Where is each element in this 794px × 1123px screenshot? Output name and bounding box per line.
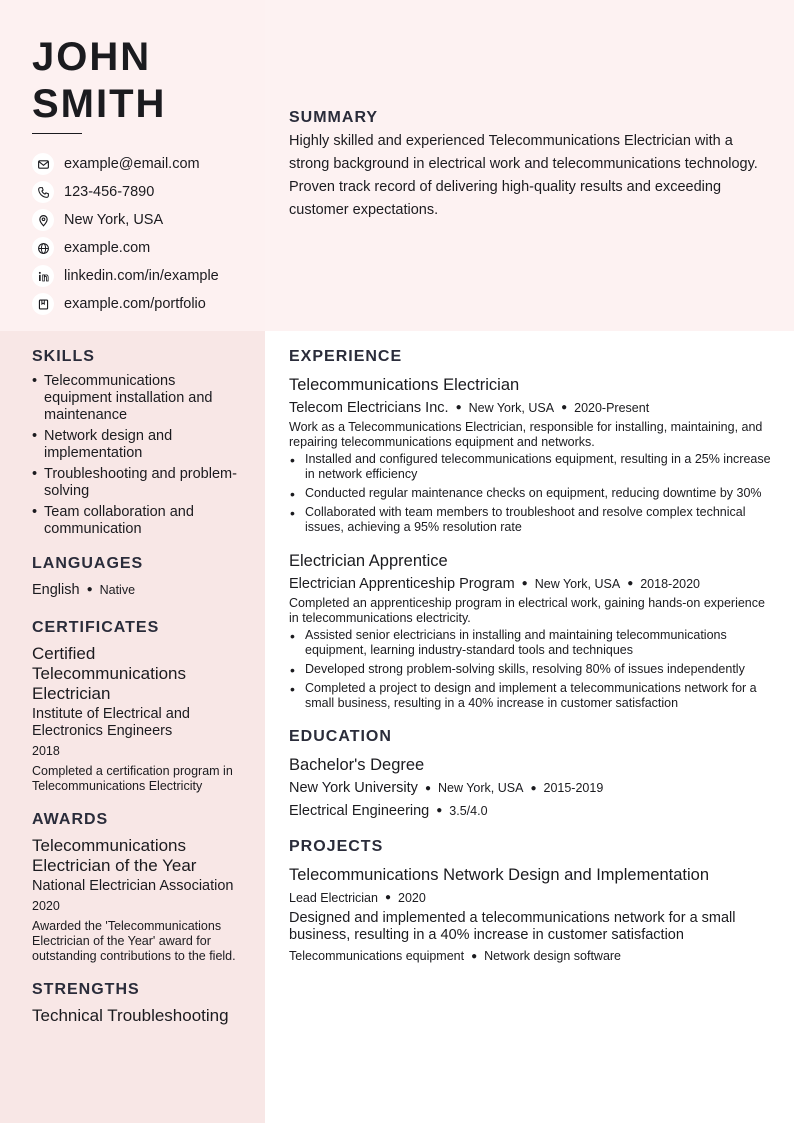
experience-heading: EXPERIENCE xyxy=(289,348,403,365)
certificates-heading: CERTIFICATES xyxy=(32,619,160,637)
contact-email[interactable] xyxy=(32,150,219,178)
job-bullets xyxy=(289,452,771,535)
job-bullets xyxy=(289,628,771,711)
job-bullet: • Conducted regular maintenance checks on equipment, reducing downtime by 30% xyxy=(289,486,771,501)
language-name: English xyxy=(32,582,80,598)
education-heading: EDUCATION xyxy=(289,728,392,746)
linkedin-icon xyxy=(32,265,54,287)
job-description: Work as a Telecommunications Electrician, responsible for installing, maintaining, and repairing telecommunications equipment and networks. xyxy=(289,420,763,450)
location-pin-icon xyxy=(32,209,54,231)
skills-list xyxy=(32,373,237,538)
job-meta: Electrician Apprenticeship Program ● New York, USA ● 2018-2020 xyxy=(289,576,701,593)
summary-section xyxy=(289,108,769,222)
job-dates: 2018-2020 xyxy=(640,577,701,592)
contact-location-text: New York, USA xyxy=(64,212,164,228)
contact-location xyxy=(32,206,219,234)
project-description: Designed and implemented a telecommunications network for a small business, resulting in a 40% increase in customer satisfaction xyxy=(289,910,736,944)
job-company: Telecom Electricians Inc. xyxy=(289,400,449,416)
languages-heading: LANGUAGES xyxy=(32,555,144,572)
skill-item: • Telecommunications equipment installation and maintenance xyxy=(32,373,237,424)
education-meta: New York University ● New York, USA ● 2015-2019 xyxy=(289,780,604,797)
contact-portfolio[interactable] xyxy=(32,290,219,318)
name-last: SMITH xyxy=(32,82,167,126)
school-location: New York, USA xyxy=(437,781,524,796)
summary-text: Highly skilled and experienced Telecommunications Electrician with a strong background in electrical work and telecommunications technology. Proven track record of delivering high-quality results and exceeding customer expectations. xyxy=(289,133,758,218)
skill-item: • Network design and implementation xyxy=(32,428,237,462)
contact-portfolio-text: example.com/portfolio xyxy=(64,296,206,312)
contact-phone[interactable] xyxy=(32,178,219,206)
contact-email-text: example@email.com xyxy=(64,156,200,172)
job-company: Electrician Apprenticeship Program xyxy=(289,576,515,593)
project-tech-item: Telecommunications equipment xyxy=(289,949,465,964)
project-entry xyxy=(289,865,771,967)
main-column xyxy=(289,347,771,967)
certificate-org: Institute of Electrical and Electronics Engineers xyxy=(32,706,190,740)
certificate-name: Certified Telecommunications Electrician xyxy=(32,644,187,704)
name-first: JOHN xyxy=(32,35,152,79)
strength-item: Technical Troubleshooting xyxy=(32,1006,229,1026)
school-name: New York University xyxy=(289,780,418,797)
project-name: Telecommunications Network Design and Implementation xyxy=(289,865,710,884)
gpa: 3.5/4.0 xyxy=(449,803,488,818)
contact-website-text: example.com xyxy=(64,240,151,256)
job-dates: 2020-Present xyxy=(574,401,650,415)
job-description: Completed an apprenticeship program in electrical work, gaining hands-on experience in telecommunications electricity. xyxy=(289,596,765,626)
skills-heading: SKILLS xyxy=(32,348,95,365)
job-location: New York, USA xyxy=(468,401,555,415)
awards-heading: AWARDS xyxy=(32,811,109,829)
contact-linkedin[interactable] xyxy=(32,262,219,290)
phone-icon xyxy=(32,181,54,203)
award-name: Telecommunications Electrician of the Year xyxy=(32,836,197,876)
job-location: New York, USA xyxy=(534,577,621,592)
project-tech-item: Network design software xyxy=(484,949,622,964)
contact-list xyxy=(32,150,219,318)
degree-title: Bachelor's Degree xyxy=(289,756,425,775)
contact-phone-text: 123-456-7890 xyxy=(64,184,155,200)
certificate-description: Completed a certification program in Telecommunications Electricity xyxy=(32,764,233,794)
job-meta: Telecom Electricians Inc. ● New York, USA ● 2020-Present xyxy=(289,400,650,416)
contact-linkedin-text: linkedin.com/in/example xyxy=(64,268,219,284)
portfolio-icon xyxy=(32,293,54,315)
sidebar xyxy=(32,347,237,1026)
summary-heading: SUMMARY xyxy=(289,109,379,126)
award-description: Awarded the 'Telecommunications Electrician of the Year' award for outstanding contributions to the field. xyxy=(32,919,236,964)
job-title: Electrician Apprentice xyxy=(289,552,448,571)
project-meta: Lead Electrician ● 2020 xyxy=(289,890,426,905)
language-item: English ● Native xyxy=(32,582,136,598)
job-bullet: • Completed a project to design and implement a telecommunications network for a small business, resulting in a 40% increase in customer satisfaction xyxy=(289,681,771,711)
job-bullet: • Installed and configured telecommunications equipment, resulting in a 25% increase in network efficiency xyxy=(289,452,771,482)
award-year: 2020 xyxy=(32,899,60,914)
job-entry xyxy=(289,551,771,711)
field-of-study: Electrical Engineering xyxy=(289,802,430,819)
certificate-year: 2018 xyxy=(32,744,60,759)
education-field-meta: Electrical Engineering ● 3.5/4.0 xyxy=(289,802,488,819)
project-year: 2020 xyxy=(398,890,426,905)
job-bullet: • Assisted senior electricians in installing and maintaining telecommunications equipment, learning industry-standard tools and techniques xyxy=(289,628,771,658)
project-tech: Telecommunications equipment ● Network design software xyxy=(289,949,622,964)
skill-item: • Troubleshooting and problem-solving xyxy=(32,466,237,500)
skill-item: • Team collaboration and communication xyxy=(32,504,237,538)
globe-icon xyxy=(32,237,54,259)
job-entry xyxy=(289,375,771,535)
mail-icon xyxy=(32,153,54,175)
education-entry xyxy=(289,755,771,820)
award-org: National Electrician Association xyxy=(32,878,234,895)
strengths-heading: STRENGTHS xyxy=(32,981,140,999)
language-level: Native xyxy=(99,583,136,597)
job-bullet: • Developed strong problem-solving skills, resolving 80% of issues independently xyxy=(289,662,771,677)
projects-heading: PROJECTS xyxy=(289,837,384,855)
job-title: Telecommunications Electrician xyxy=(289,376,520,394)
candidate-name xyxy=(32,34,166,128)
job-bullet: • Collaborated with team members to troubleshoot and resolve complex technical issues, achieving a 95% resolution rate xyxy=(289,505,771,535)
name-divider xyxy=(32,133,82,134)
contact-website[interactable] xyxy=(32,234,219,262)
education-dates: 2015-2019 xyxy=(543,781,604,796)
project-role: Lead Electrician xyxy=(289,890,378,905)
